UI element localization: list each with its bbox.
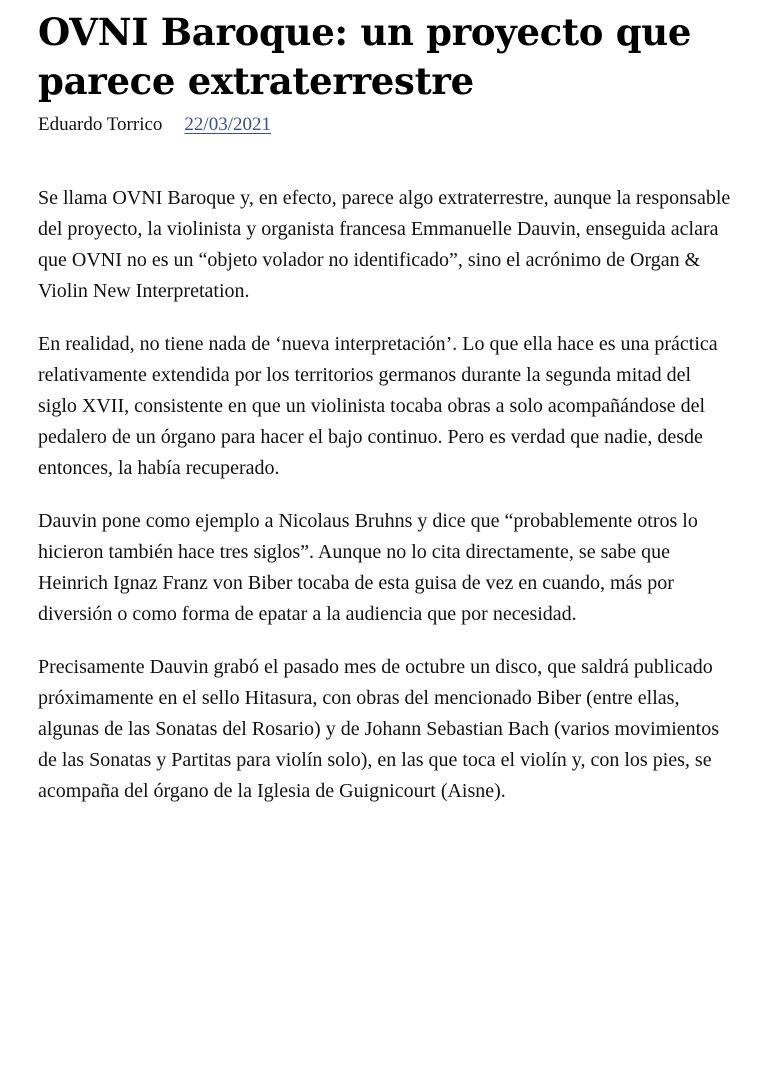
publish-date-link[interactable]: 22/03/2021 (184, 114, 271, 135)
byline (38, 113, 734, 137)
article (38, 8, 734, 829)
paragraph: Dauvin pone como ejemplo a Nicolaus Bruhns y dice que “probablemente otros lo hicieron también hace tres siglos”. Aunque no lo cita directamente, se sabe que Heinrich Ignaz Franz von Biber tocaba de esta guisa de vez en cuando, más por diversión o como forma de epatar a la audiencia que por necesidad. (38, 510, 698, 625)
article-title: OVNI Baroque: un proyecto que parece extraterrestre (38, 10, 692, 103)
paragraph: Precisamente Dauvin grabó el pasado mes de octubre un disco, que saldrá publicado próximamente en el sello Hitasura, con obras del mencionado Biber (entre ellas, algunas de las Sonatas del Rosario) y de Johann Sebastian Bach (varios movimientos de las Sonatas y Partitas para violín solo), en las que toca el violín y, con los pies, se acompaña del órgano de la Iglesia de Guignicourt (Aisne). (38, 656, 719, 802)
author-name: Eduardo Torrico (38, 114, 163, 135)
article-body (38, 183, 734, 807)
paragraph: Se llama OVNI Baroque y, en efecto, parece algo extraterrestre, aunque la responsable del proyecto, la violinista y organista francesa Emmanuelle Dauvin, enseguida aclara que OVNI no es un “objeto volador no identificado”, sino el acrónimo de Organ & Violin New Interpretation. (38, 187, 731, 302)
paragraph: En realidad, no tiene nada de ‘nueva interpretación’. Lo que ella hace es una práctica relativamente extendida por los territorios germanos durante la segunda mitad del siglo XVII, consistente en que un violinista tocaba obras a solo acompañándose del pedalero de un órgano para hacer el bajo continuo. Pero es verdad que nadie, desde entonces, la había recuperado. (38, 333, 718, 479)
